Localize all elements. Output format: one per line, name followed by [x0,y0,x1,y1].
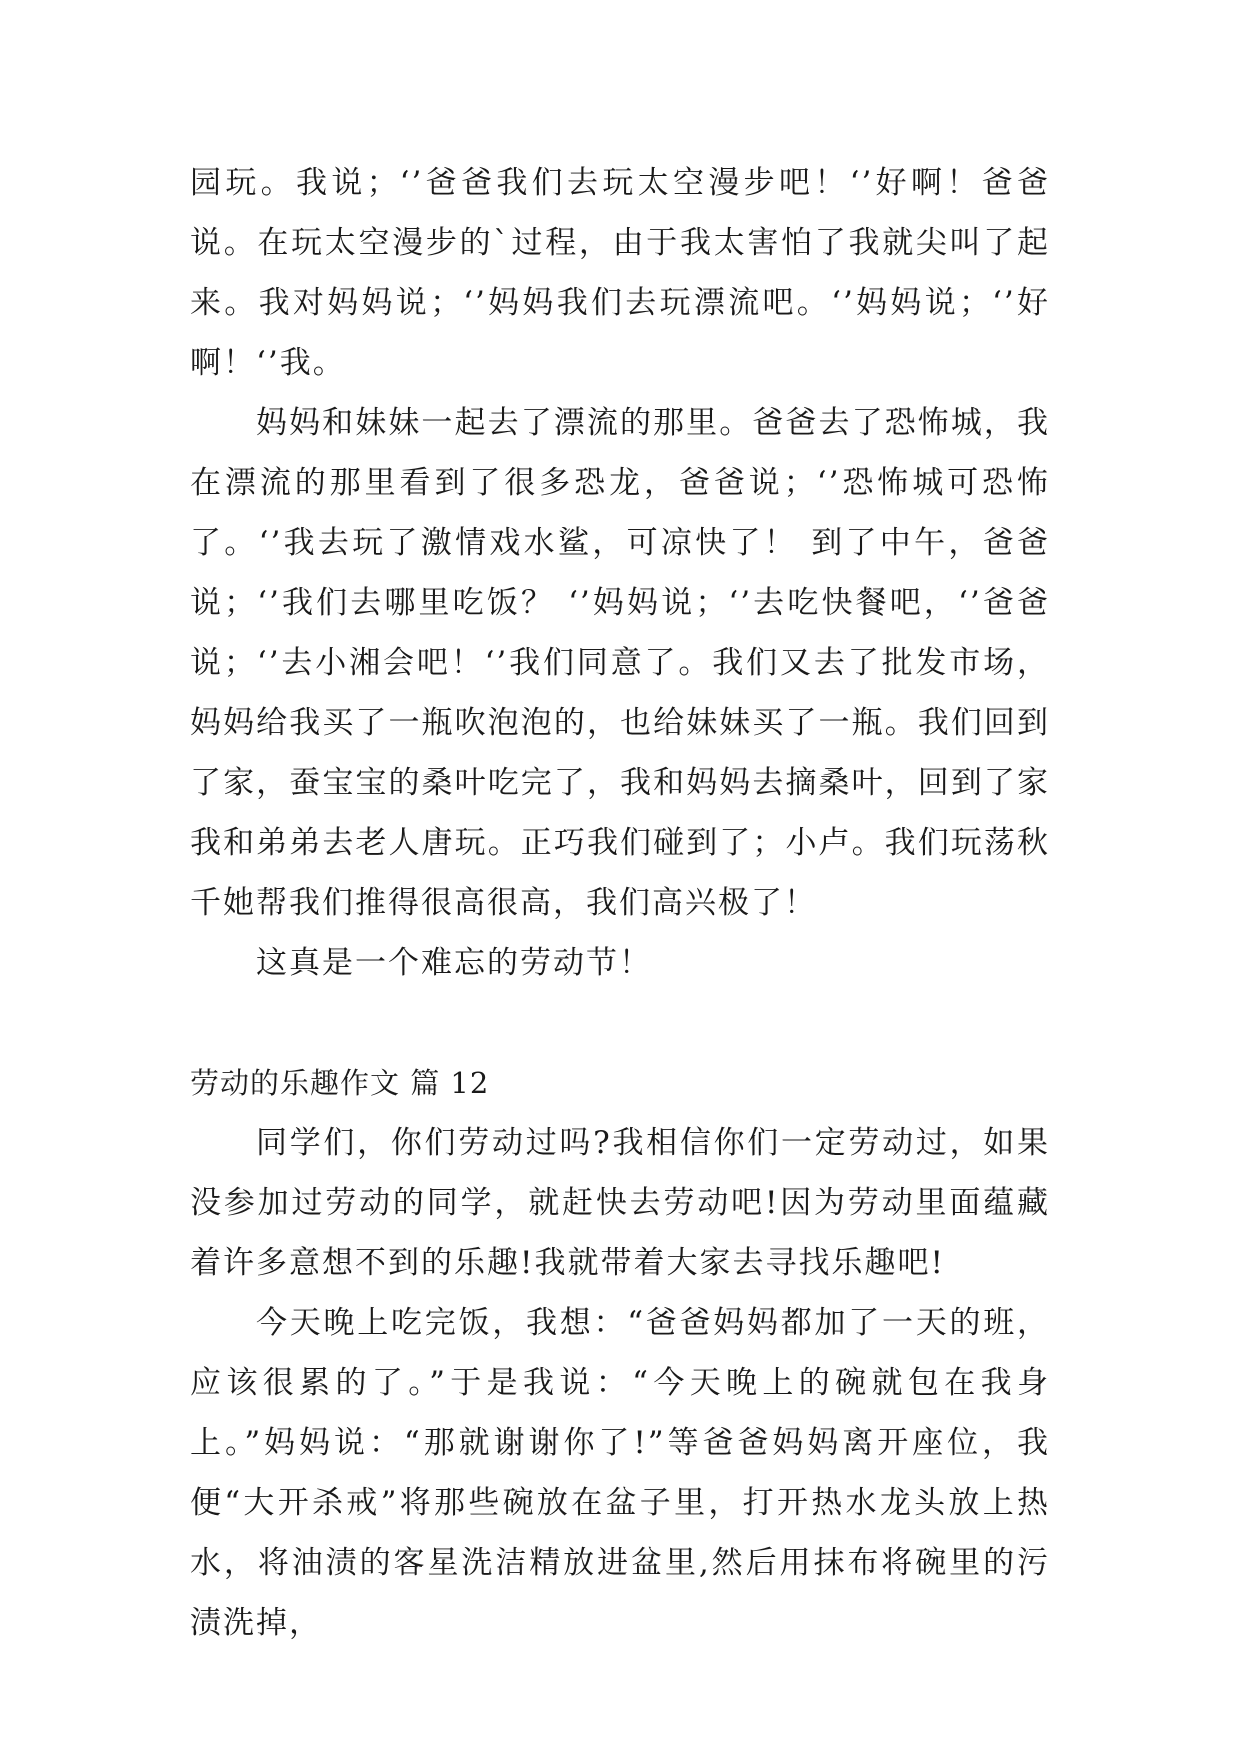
paragraph-5: 今天晚上吃完饭，我想：“爸爸妈妈都加了一天的班，应该很累的了。”于是我说：“今天晚上的碗就包在我身上。”妈妈说：“那就谢谢你了!”等爸爸妈妈离开座位，我便“大开杀戒”将那些碗放在盆子里，打开热水龙头放上热水，将油渍的客星洗洁精放进盆里,然后用抹布将碗里的污渍洗掉， [190,1305,1050,1641]
paragraph-3: 这真是一个难忘的劳动节！ [256,945,652,981]
paragraph-4: 同学们，你们劳动过吗?我相信你们一定劳动过，如果没参加过劳动的同学，就赶快去劳动吧!因为劳动里面蕴藏着许多意想不到的乐趣!我就带着大家去寻找乐趣吧! [190,1125,1050,1281]
document-body [190,153,1050,1653]
paragraph-2: 妈妈和妹妹一起去了漂流的那里。爸爸去了恐怖城，我在漂流的那里看到了很多恐龙，爸爸说；‘’恐怖城可恐怖了。‘’我去玩了激情戏水鲨，可凉快了！ 到了中午，爸爸说；‘’我们去哪里吃饭？ ‘’妈妈说；‘’去吃快餐吧，‘’爸爸说；‘’去小湘会吧！‘’我们同意了。我们又去了批发市场，妈妈给我买了一瓶吹泡泡的，也给妹妹买了一瓶。我们回到了家，蚕宝宝的桑叶吃完了，我和妈妈去摘桑叶，回到了家我和弟弟去老人唐玩。正巧我们碰到了；小卢。我们玩荡秋千她帮我们推得很高很高，我们高兴极了！ [190,405,1050,921]
section-title: 劳动的乐趣作文 篇 12 [190,1066,490,1100]
section-spacer [190,993,1050,1053]
paragraph-1: 园玩。我说；‘’爸爸我们去玩太空漫步吧！‘’好啊！爸爸说。在玩太空漫步的`过程，由于我太害怕了我就尖叫了起来。我对妈妈说；‘’妈妈我们去玩漂流吧。‘’妈妈说；‘’好啊！‘’我。 [190,165,1050,381]
